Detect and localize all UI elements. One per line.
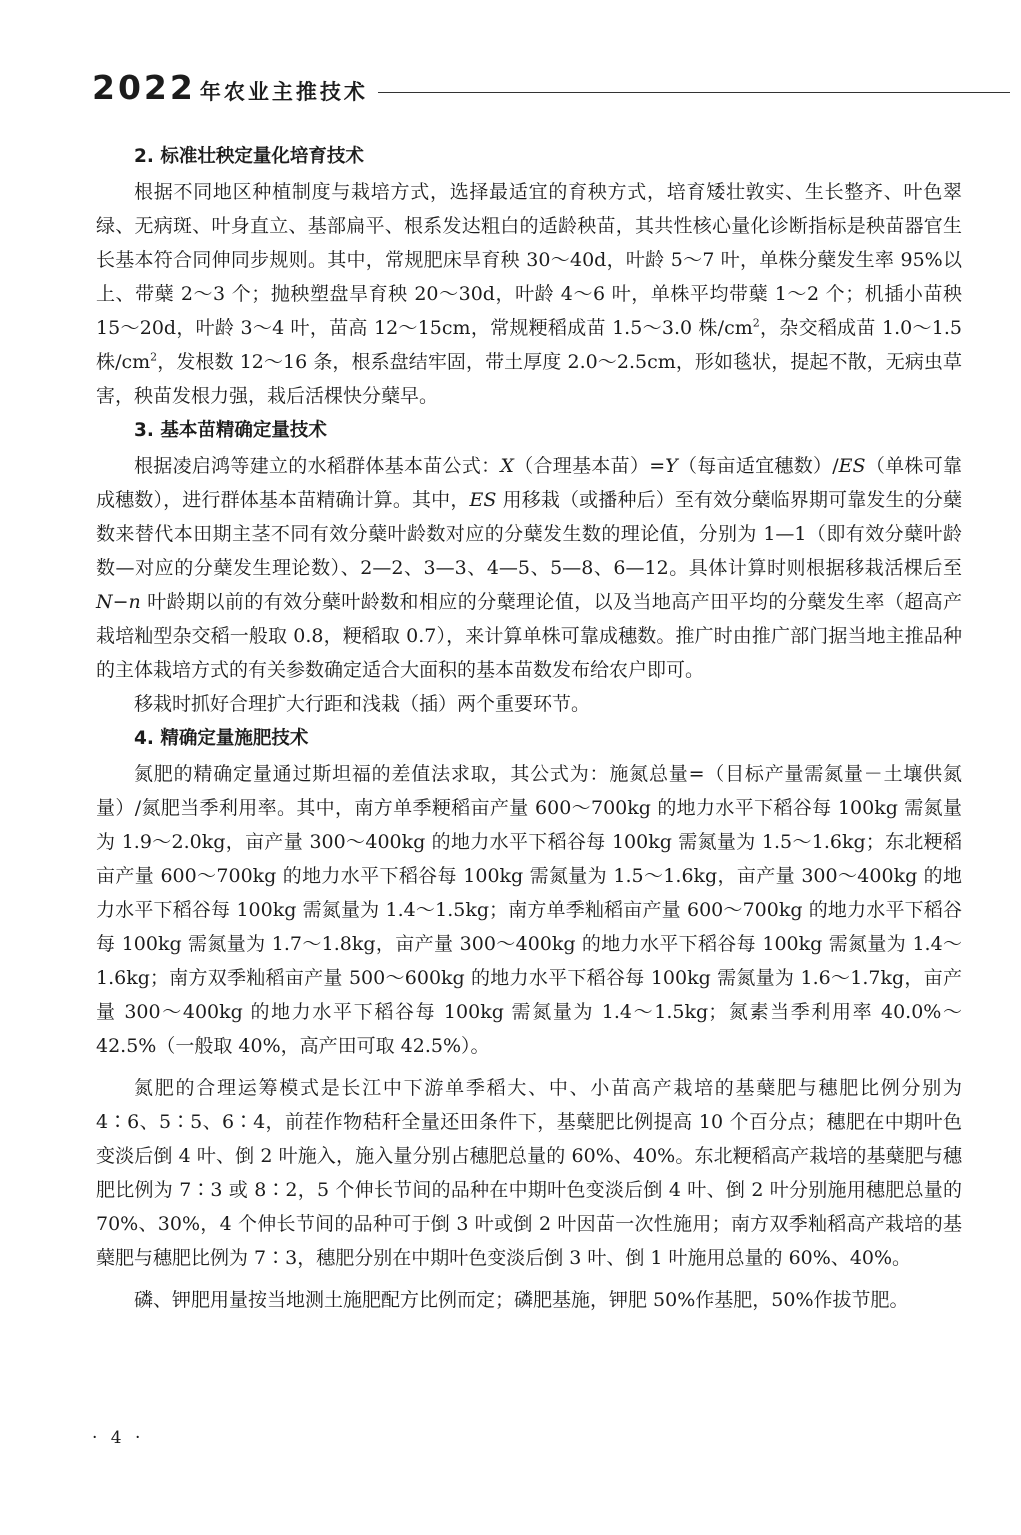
header-year: 2022 [92,68,196,107]
running-header [92,68,1010,108]
text-run: 叶龄期以前的有效分蘖叶龄数和相应的分蘖理论值，以及当地高产田平均的分蘖发生率（超高产栽培籼型杂交稻一般取 0.8，粳稻取 0.7），来计算单株可靠成穗数。推广时由推广部门据当地主推品种的主体栽培方式的有关参数确定适合大面积的基本苗数发布给农户即可。 [96,591,962,681]
section-4-heading: 4. 精确定量施肥技术 [134,728,309,749]
math-var: ES [469,489,497,511]
section-3-paragraph [96,449,962,687]
text-run: − [112,591,129,613]
text-run: 根据凌启鸿等建立的水稻群体基本苗公式： [134,455,501,477]
math-var: n [128,591,141,613]
text-run: ，发根数 12～16 条，根系盘结牢固，带土厚度 2.0～2.5cm，形如毯状，提起不散，无病虫草害，秧苗发根力强，栽后活棵快分蘖早。 [96,351,962,407]
math-var: N [96,591,113,613]
section-4-paragraph-3: 磷、钾肥用量按当地测土施肥配方比例而定；磷肥基施，钾肥 50%作基肥，50%作拔节肥。 [134,1289,909,1311]
math-var: ES [838,455,866,477]
superscript: 2 [752,316,760,330]
text-run: （每亩适宜穗数）/ [677,455,839,477]
section-3-heading: 3. 基本苗精确定量技术 [134,420,327,441]
section-2-paragraph [96,175,962,413]
text-run: （合理基本苗）= [513,455,666,477]
math-var: X [500,455,514,477]
section-4-paragraph-2: 氮肥的合理运筹模式是长江中下游单季稻大、中、小苗高产栽培的基蘖肥与穗肥比例分别为 4∶6、5∶5、6∶4，前茬作物秸秆全量还田条件下，基蘖肥比例提高 10 个百分点；穗肥在中期叶色变淡后倒 4 叶、倒 2 叶施入，施入量分别占穗肥总量的 60%、40%。东北粳稻高产栽培的基蘖肥与穗肥比例为 7∶3 或 8∶2，5 个伸长节间的品种在中期叶色变淡后倒 4 叶、倒 2 叶分别施用穗肥总量的 70%、30%，4 个伸长节间的品种可于倒 3 叶或倒 2 叶因苗一次性施用；南方双季籼稻高产栽培的基蘖肥与穗肥比例为 7∶3，穗肥分别在中期叶色变淡后倒 3 叶、倒 1 叶施用总量的 60%、40%。 [96,1077,962,1269]
math-var: Y [665,455,678,477]
text-run: 用移栽（或播种后）至有效分蘖临界期可靠发生的分蘖数来替代本田期主茎不同有效分蘖叶龄数对应的分蘖发生数的理论值，分别为 1—1（即有效分蘖叶龄数—对应的分蘖发生理论数）、2—2、3—3、4—5、5—8、6—12。具体计算时则根据移栽活棵后至 [96,489,962,579]
page-number: · 4 · [92,1428,145,1448]
text-run: 根据不同地区种植制度与栽培方式，选择最适宜的育秧方式，培育矮壮敦实、生长整齐、叶色翠绿、无病斑、叶身直立、基部扁平、根系发达粗白的适龄秧苗，其共性核心量化诊断指标是秧苗器官生长基本符合同伸同步规则。其中，常规肥床旱育秧 30～40d，叶龄 5～7 叶，单株分蘖发生率 95%以上、带蘖 2～3 个；抛秧塑盘旱育秧 20～30d，叶龄 4～6 叶，单株平均带蘖 1～2 个；机插小苗秧 15～20d，叶龄 3～4 叶，苗高 12～15cm，常规粳稻成苗 1.5～3.0 株/cm [96,181,962,339]
text-run: （单株可靠成穗数），进行群体基本苗精确计算。其中， [96,455,962,511]
section-2-heading: 2. 标准壮秧定量化培育技术 [134,146,364,167]
text-run: ，杂交稻成苗 1.0～1.5 株/cm [96,317,962,373]
body-text [96,139,962,1317]
section-3-note: 移栽时抓好合理扩大行距和浅栽（插）两个重要环节。 [134,693,591,715]
header-title: 年农业主推技术 [199,80,368,104]
superscript: 2 [150,350,158,364]
section-4-paragraph-1: 氮肥的精确定量通过斯坦福的差值法求取，其公式为：施氮总量=（目标产量需氮量－土壤供氮量）/氮肥当季利用率。其中，南方单季粳稻亩产量 600～700kg 的地力水平下稻谷每 100kg 需氮量为 1.9～2.0kg，亩产量 300～400kg 的地力水平下稻谷每 100kg 需氮量为 1.5～1.6kg；东北粳稻亩产量 600～700kg 的地力水平下稻谷每 100kg 需氮量为 1.5～1.6kg，亩产量 300～400kg 的地力水平下稻谷每 100kg 需氮量为 1.4～1.5kg；南方单季籼稻亩产量 600～700kg 的地力水平下稻谷每 100kg 需氮量为 1.7～1.8kg，亩产量 300～400kg 的地力水平下稻谷每 100kg 需氮量为 1.4～1.6kg；南方双季籼稻亩产量 500～600kg 的地力水平下稻谷每 100kg 需氮量为 1.6～1.7kg，亩产量 300～400kg 的地力水平下稻谷每 100kg 需氮量为 1.4～1.5kg；氮素当季利用率 40.0%～42.5%（一般取 40%，高产田可取 42.5%）。 [96,763,962,1057]
header-rule [378,92,1010,93]
